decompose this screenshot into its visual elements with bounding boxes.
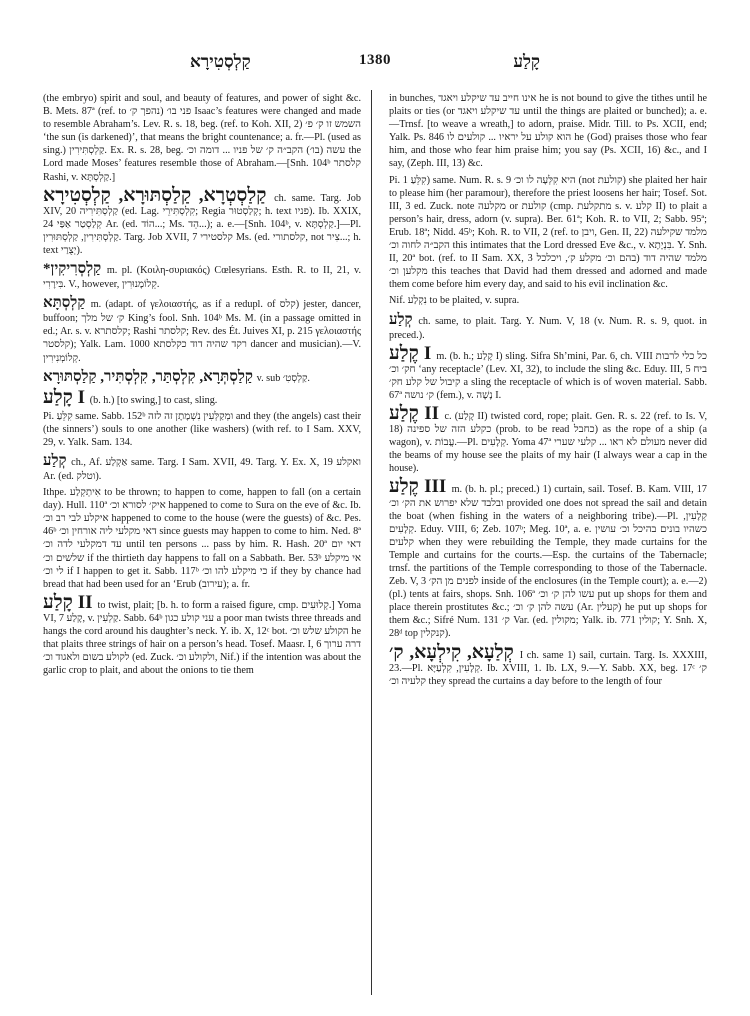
entry-text: m. pl. (Κοιλη-συριακός) Cœlesyrians. Esth. R. to II, 21, v. בִּירָרִי. V., however, קֵלוֹמָנוּרִין. — [43, 265, 361, 291]
entry-headword: קֶלַע I — [389, 342, 437, 364]
dictionary-entry — [389, 342, 708, 402]
entry-text: m. (b. h. pl.; preced.) 1) curtain, sail. Tosef. B. Kam. VIII, 17 ובלבד שלא יפרוש את הק׳ וכ׳ provided one does not spread the sail and detain the boat (when fishing in the waters of a neighboring tribe).—Pl. קְלָעִין, קְלָעִים. Eduy. VIII, 6; Zeb. 107ᵇ; Meg. 10ª, a. e. כשהיו בונים בהיכל וכ׳ עושין קלעים when they were rebuilding the Temple, they made curtains for the Temple and curtains for the courts.—Esp. the curtains of the Tabernacle; trnsf. the partitions of the Temple corresponding to those of the Tabernacle. Zeb. V, 3 לפנים מן הק׳ inside of the enclosures (in the Temple court); a. e.—2) (pl.) tents at fairs, shops. Snh. 106ª עשו להן ק׳ וכ׳ put up shops for them and place therein prostitutes &c.; עשה להן ק׳ וכ׳ (Ar. קעלין) he put up shops for them &c.; Sifré Num. 131 ק׳ Var. (ed. מקולין; Yalk. ib. 771 קולין; Y. Snh. X, 28ᵈ top קנקלין). — [389, 484, 708, 640]
dictionary-entry — [389, 174, 707, 292]
page-number: 1380 — [359, 52, 391, 68]
entry-text: v. sub קַלְסְטִ׳. — [256, 372, 310, 384]
dictionary-entry — [389, 294, 707, 307]
entry-text: I ch. same 1) sail, curtain. Targ. Is. XXXIII, 23.—Pl. קְלָעִין, קִלְעַיָּא. Ib. XVIII, 1. Ib. LX, 9.—Y. Sabb. XX, beg. 17ᶜ ק׳ קלעיה וכ׳ they spread the curtains a day before to the length of four — [389, 649, 707, 687]
entry-headword: קַלַסְטְרָא, קַלַסְתּוּרָא, קַלְסְטִירָא — [43, 184, 275, 206]
dictionary-entry — [43, 410, 361, 449]
entry-headword: קַלַסְתְּרָא, קִלְסְתַּר, קִלְסְתִּיר, קַלַסְתּוּרָא — [43, 368, 257, 385]
entry-headword: קָלַע II — [43, 591, 98, 613]
entry-headword: קַלְסְתָּא — [43, 295, 91, 312]
dictionary-entry — [389, 311, 707, 342]
entry-text: Pi. קִלֵּעַ same. Sabb. 152ᵇ ומְקַלְּעִין נִשְׁמָתָן זה לזה and they (the angels) cast their (the sinners’) souls to one another (like washers) (with ref. to I Sam. XXV, 29, v. Yalk. Sam. 134. — [43, 410, 362, 448]
dictionary-entry — [389, 478, 707, 640]
dictionary-entry — [43, 386, 361, 408]
dictionary-entry — [389, 402, 708, 475]
entry-text: ch., Af. אַקְלַע same. Targ. I Sam. XVII, 49. Targ. Y. Ex. X, 19 ואקלע Ar. (ed. וטלק). — [43, 456, 362, 482]
entry-text: Ithpe. אִיתְקְלַע to be thrown; to happen to come, happen to fall (on a certain day). Hull. 110ª איק׳ לסורא וכ׳ happened to come to Sura on the eve of &c. Ib. איקלע לבי רב וכ׳ happened to come to the house (were the guests) of &c. Pes. 46ᵇ דאי מקלעי ליה אורחין וכ׳ since guests may happen to come to him. Ned. 8ª עד דמקלעי לדה וכ׳ until ten persons ... pass by him. R. Hash. 20ª דאי יום שלשים וכ׳ if the thirtieth day happens to fall on a Sabbath. Ber. 53ᵇ אי מיקלע לי וכ׳ if I happen to get it. Sabb. 117ᵇ כי מיקלע להו וכ׳ if they by chance had bread that had been used for an ‘Erub (עירוב); a. fr. — [43, 487, 361, 590]
entry-headword: קְלַע — [389, 311, 419, 328]
dictionary-entry — [43, 184, 362, 257]
dictionary-entry — [43, 368, 361, 386]
entry-headword: קֶלַע II — [389, 402, 445, 424]
entry-headword: קְלַעָא, קִילְעָא, ק׳ — [389, 641, 520, 663]
entry-text: m. (adapt. of γελοιαστής, as if a redupl. of קלס) jester, dancer, buffoon; ק׳ של מלך King’s fool. Snh. 104ᵇ Ms. M. (in a passage omitted in ed.; Ar. s. v. קלסתרא; Rashi קלסתר; Rev. des Ét. Juives XI, p. 215 γελοιαστής קלסטר); Yalk. Lam. 1000 רקד שהיה דוד כקלסתא dancer and musician).—V. קְלוֹמְנִירִין. — [43, 299, 361, 364]
dictionary-entry — [43, 452, 361, 483]
dictionary-entry — [43, 260, 361, 291]
dictionary-entry — [43, 591, 362, 678]
page-header — [40, 52, 710, 74]
dictionary-entry — [43, 486, 361, 591]
dictionary-entry — [43, 294, 361, 364]
entry-text: ch. same, to plait. Targ. Y. Num. V, 18 (v. Num. R. s. 9, quot. in preced.). — [389, 315, 707, 341]
entry-text: ch. same. Targ. Job XIV, 20 קַלְסְתִּירִיה (ed. Lag. קִלְסְתִּירֵי; Regia קְלַסְטוּר; h. text פניו). Ib. XXIX, 24 קְלַסְטַר אַפַּי Ar. (ed. הוֹד...; Ms. הֵד...); a. e.—[Snh. 104ᵇ, v. קַלְסְתָּא.]—Pl. קַלְסְתִּירִין, קַלְסְתּוּרִין. Targ. Job XVII, 7 קלסטירי Ms. (ed. קלסתורי, not צִיר...; h. text יְצֻרַי). — [43, 192, 362, 257]
entry-text: c. (קָלַע II) twisted cord, rope; plait. Gen. R. s. 22 (ref. to Is. V, 18) כקלע הזה של ספינה (prob. to be read כחבל) as the rope of a ship (a wagon), v. עֲבוֹת.—Pl. קְלָעִים. Yoma 47ª מעולם לא ראו ... קלעי שערי never did the beams of my house see the plaits of my hair (I always wear a cap in the house). — [389, 410, 708, 475]
entry-headword: *קַלְסְרִיקִין — [43, 261, 107, 278]
entry-text: in bunches, אינו חייב עד שיקלע ויאגד he is not bound to give the tithes until he plaits or ties (or עד שיקלע ויאגד until the things are plaited or bunched); a. e.—Trnsf. [to weave a wreath,] to adorn, praise. Midr. Till. to Ps. XCII, end; Yalk. Ps. 846 הוא קולע על יראיו ... קולעים לו he (God) praises those who fear him, and those who fear him praise him; you say (Ps. XCII, 16) &c., and I say, (Zeph. III, 13) &c. — [389, 93, 707, 170]
entry-headword: קֶלַע III — [389, 476, 452, 498]
entry-text: to twist, plait; [b. h. to form a raised figure, cmp. קְלוּעִים.] Yoma VI, 7 קָלַע, v. קַלְעִין. Sabb. 64ᵇ עני קולע כגון a poor man twists three threads and hangs the cord around his daughter’s neck. Y. ib. X, 12ᶜ bot. הקולע שלש וכ׳ he that plaits three strings of hair on a person’s head. Tosef. Maasr. I, 6 דרה ערוך לקולע בשום ולאגוד וכ׳ (ed. Zuck. ולקולע וכ׳, Nif.) if the intention was about the garlic crop to plait, and about the onions to tie them — [43, 599, 362, 677]
entry-text: (b. h.) [to swing,] to cast, sling. — [89, 394, 218, 406]
entry-text: Nif. נִקְלַע to be plaited, v. supra. — [389, 295, 520, 307]
entry-text: m. (b. h.; קָלַע I) sling. Sifra Sh’mini, Par. 6, ch. VIII כל כלי לרבות חק׳ וכ׳ ‘any receptacle’ (Lev. XI, 32), to include the sling &c. Eduy. III, 5 ביח קיבול של קלע חק׳ a sling the receptacle of which is of woven material. Sabb. 67ª ק׳ נושה (fem.), v. נָשָׁה I. — [389, 350, 708, 401]
left-column — [43, 92, 361, 680]
header-right-catchword: קָלַע — [513, 52, 540, 71]
right-column — [389, 92, 707, 691]
header-left-catchword: קַלְסְטִירָא — [190, 52, 251, 71]
entry-headword: קָלַע I — [43, 386, 90, 408]
column-divider — [371, 90, 372, 995]
dictionary-entry — [389, 92, 707, 171]
entry-text: Pi. קִלֵּעַ 1) same. Num. R. s. 9 היא קִלְּעָה לו וכ׳ (not קולעת) she plaited her hair to please him (her paramour), therefore the priest loosens her hair; Tosef. Sot. III, 3 ed. Zuck. note מקלעה or קולעת (cmp. מתקלעת s. v. קלע II) to plait a person’s hair, dress, adorn (v. supra). Ber. 61ª; Koh. R. to VII, 2; Sabb. 95ª; Erub. 18ª; Nidd. 45ᵇ; Koh. R. to VII, 2 (ref. to ויבן, Gen. II, 22) מלמד שקילעה הקב״ה לחוה וכ׳ this intimates that the Lord dressed Eve &c., v. בִּנְיָתָא. Y. Snh. II, 20ª bot. (ref. to II Sam. XX, 3 בהם וכ׳ מקלע ק׳, ויכלכל) מלמד שהיה דוד מקלען וכ׳ this teaches that David had them dressed and adorned and made them come before him every day, and said to his evil inclination &c. — [389, 174, 708, 291]
entry-text: (the embryo) spirit and soul, and beauty of features, and power of sight &c. B. Mets. 87ª (ref. to פני בו׳ (נהפך ק׳ Isaac’s features were changed and made to resemble Abraham’s. Lev. R. s. 18, beg. (ref. to Koh. XII, 2) השמש זו ק׳ פ׳ ‘the sun (is darkened)’, that means the bright countenance; a. fr.—Pl. (used as sing.) קַלְסְתִּירִין. Ex. R. s. 28, beg. עשה (בו׳) הקב״ה ק׳ של פניו ... דומה וכ׳ the Lord made Moses’ features resemble those of Abraham.—[Snh. 104ᵇ קלסתר Rashi, v. קַלְסְתָּא.] — [43, 93, 362, 183]
dictionary-entry — [43, 92, 361, 184]
dictionary-entry — [389, 641, 707, 688]
entry-headword: קְלַע — [43, 452, 72, 469]
